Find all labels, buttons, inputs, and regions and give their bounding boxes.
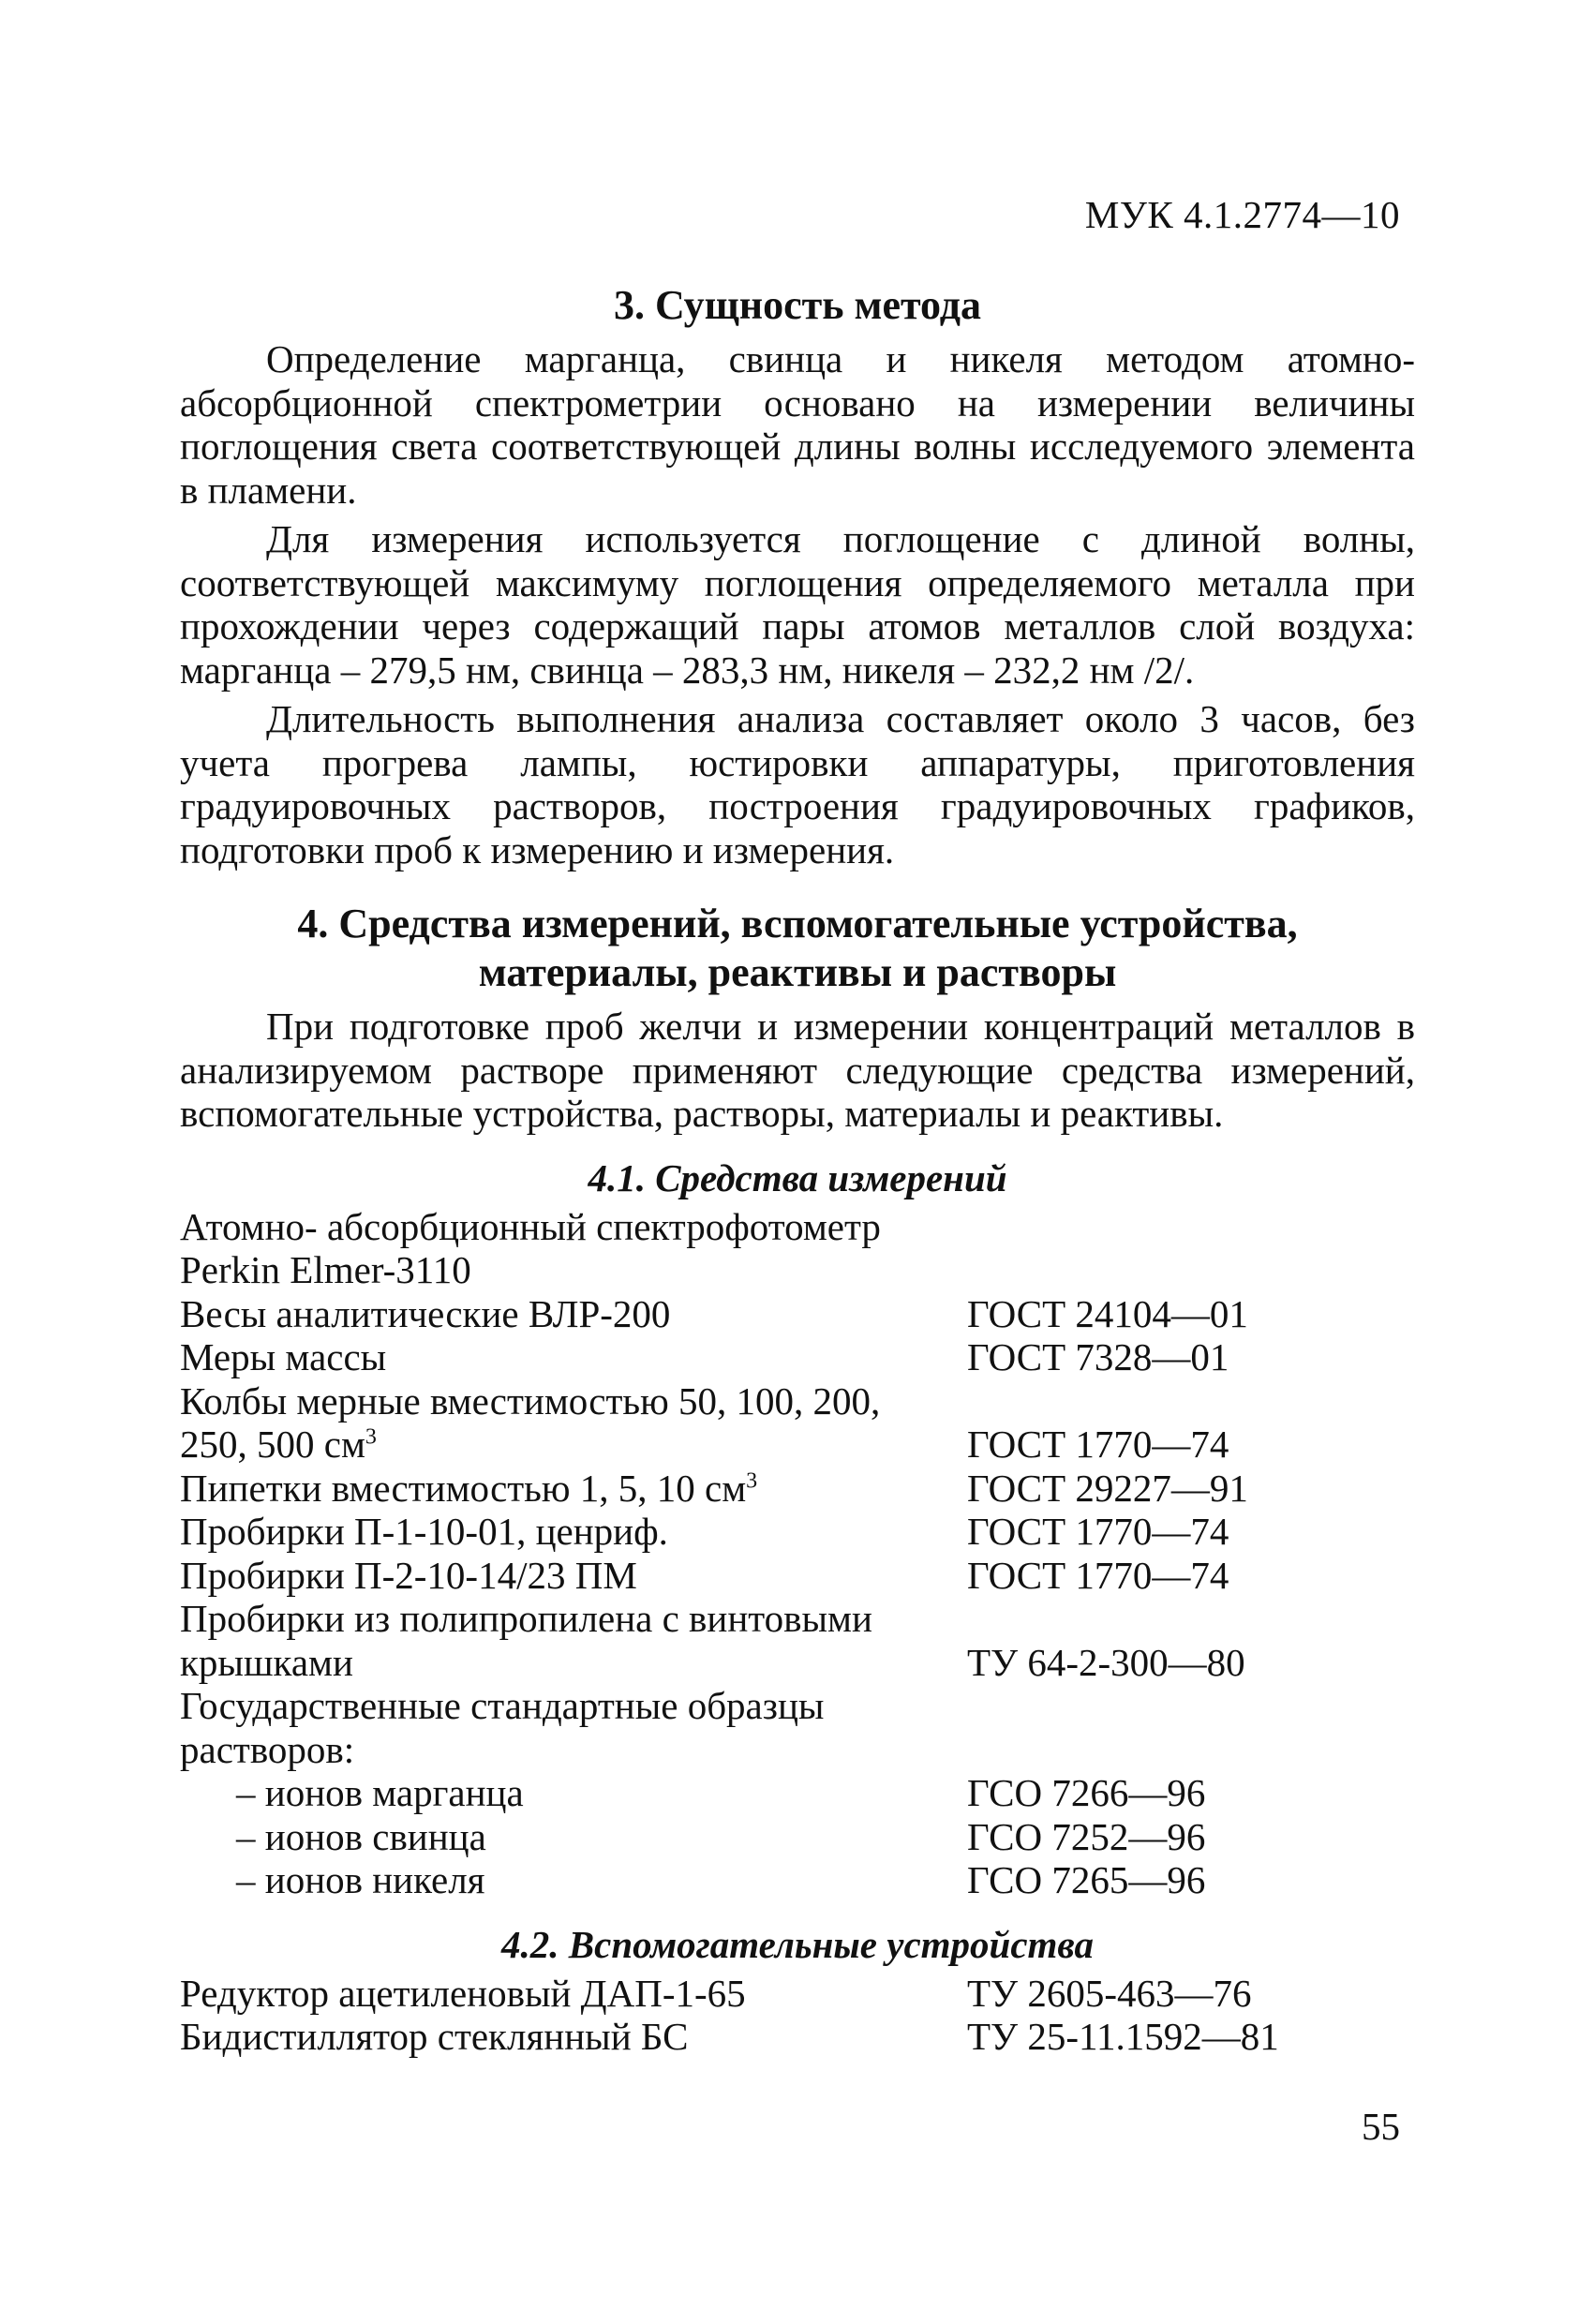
section-3-paragraph-1: Определение марганца, свинца и никеля методом атомно-абсорбционной спектрометрии основано на измерении величины поглощения света соответствующей длины волны исследуемого элемента в пламени. <box>180 337 1415 512</box>
section-3-paragraph-3: Длительность выполнения анализа составляет около 3 часов, без учета прогрева лампы, юстировки аппаратуры, приготовления градуировочных растворов, построения градуировочных графиков, подготовки проб к измерению и измерения. <box>180 697 1415 872</box>
section-3-title: 3. Сущность метода <box>613 282 982 328</box>
list-item <box>180 1554 1415 1598</box>
item-name-text: крышками <box>180 1640 353 1684</box>
list-item <box>180 1205 1415 1249</box>
item-name <box>180 1423 967 1467</box>
item-name <box>180 1205 967 1249</box>
list-item <box>180 1248 1415 1292</box>
item-standard: ГОСТ 1770—74 <box>967 1423 1229 1466</box>
list-item <box>180 1597 1415 1641</box>
list-item <box>180 1641 1415 1685</box>
section-3-paragraph-2: Для измерения используется поглощение с длиной волны, соответствующей максимуму поглощения определяемого металла при прохождении через содержащий пары атомов металлов слой воздуха: марганца – 279,5 нм, свинца – 283,3 нм, никеля – 232,2 нм /2/. <box>180 517 1415 692</box>
list-item <box>180 1771 1415 1815</box>
item-name-text: – ионов свинца <box>236 1814 486 1858</box>
item-name-text: Колбы мерные вместимостью 50, 100, 200, <box>180 1378 881 1423</box>
item-name-text: Perkin Elmer-3110 <box>180 1248 471 1291</box>
item-name-text: Меры массы <box>180 1335 387 1378</box>
item-name <box>180 1597 967 1641</box>
item-name <box>180 1728 967 1772</box>
list-item <box>180 2015 1415 2059</box>
item-name <box>180 1335 967 1379</box>
section-4-title-line-2: материалы, реактивы и растворы <box>478 949 1117 995</box>
list-item <box>180 1467 1415 1511</box>
item-name-text: Весы аналитические ВЛР-200 <box>180 1291 671 1335</box>
item-standard: ТУ 64-2-300—80 <box>967 1640 1245 1684</box>
list-item <box>180 1815 1415 1859</box>
item-standard: ТУ 2605-463—76 <box>967 1971 1252 2015</box>
item-name-text: Государственные стандартные образцы <box>180 1684 825 1727</box>
item-name-text: Пробирки из полипропилена с винтовыми <box>180 1597 872 1640</box>
auxiliary-devices-list <box>180 1972 1415 2059</box>
page-content <box>180 281 1415 2059</box>
item-standard: ТУ 25-11.1592—81 <box>967 2015 1279 2058</box>
page-number: 55 <box>1362 2105 1400 2148</box>
item-standard <box>967 1379 1415 1423</box>
item-standard: ГОСТ 7328—01 <box>967 1335 1229 1378</box>
item-standard <box>967 1205 1415 1249</box>
item-standard: ГСО 7265—96 <box>967 1858 1206 1901</box>
item-name <box>180 1858 967 1902</box>
item-name <box>180 1554 967 1598</box>
item-standard <box>967 1248 1415 1292</box>
item-name-text: Бидистиллятор стеклянный БС <box>180 2015 689 2058</box>
list-item <box>180 1972 1415 2016</box>
item-name <box>180 1771 967 1815</box>
list-item <box>180 1379 1415 1423</box>
item-name <box>180 1467 967 1511</box>
item-name-text: Атомно- абсорбционный спектрофотометр <box>180 1204 881 1248</box>
item-standard: ГОСТ 1770—74 <box>967 1553 1229 1597</box>
list-item <box>180 1423 1415 1467</box>
section-4-intro: При подготовке проб желчи и измерении концентраций металлов в анализируемом растворе применяют следующие средства измерений, вспомогательные устройства, растворы, материалы и реактивы. <box>180 1005 1415 1135</box>
item-name-text: Пробирки П-1-10-01, ценриф. <box>180 1510 668 1553</box>
item-standard <box>967 1684 1415 1728</box>
list-item <box>180 1684 1415 1728</box>
item-name-text: – ионов никеля <box>236 1858 485 1901</box>
item-standard <box>967 1728 1415 1772</box>
item-name <box>180 1379 967 1423</box>
unit-superscript: 3 <box>746 1467 758 1493</box>
item-name <box>180 1815 967 1859</box>
item-standard: ГОСТ 29227—91 <box>967 1466 1248 1510</box>
item-name-text: 250, 500 см <box>180 1423 365 1466</box>
list-item <box>180 1858 1415 1902</box>
unit-superscript: 3 <box>365 1424 377 1450</box>
document-code-header: МУК 4.1.2774—10 <box>1084 193 1400 236</box>
subsection-4-1-title: 4.1. Средства измерений <box>588 1155 1007 1199</box>
item-name-text: Пипетки вместимостью 1, 5, 10 см <box>180 1466 747 1510</box>
list-item <box>180 1510 1415 1554</box>
subsection-4-2-title: 4.2. Вспомогательные устройства <box>501 1922 1094 1966</box>
item-name-text: Пробирки П-2-10-14/23 ПМ <box>180 1553 637 1597</box>
item-name <box>180 1292 967 1336</box>
section-4-title-line-1: 4. Средства измерений, вспомогательные устройства, <box>297 901 1298 946</box>
item-standard: ГОСТ 1770—74 <box>967 1510 1229 1553</box>
item-standard <box>967 1597 1415 1641</box>
item-standard: ГОСТ 24104—01 <box>967 1291 1248 1335</box>
item-name <box>180 1248 967 1292</box>
item-name <box>180 1972 967 2016</box>
item-standard: ГСО 7266—96 <box>967 1771 1206 1814</box>
item-name <box>180 1510 967 1554</box>
measuring-instruments-list <box>180 1205 1415 1902</box>
item-standard: ГСО 7252—96 <box>967 1814 1206 1858</box>
item-name <box>180 1641 967 1685</box>
section-4-title <box>180 900 1415 997</box>
item-name <box>180 1684 967 1728</box>
item-name-text: растворов: <box>180 1727 355 1771</box>
item-name-text: Редуктор ацетиленовый ДАП-1-65 <box>180 1971 746 2015</box>
item-name <box>180 2015 967 2059</box>
list-item <box>180 1728 1415 1772</box>
list-item <box>180 1292 1415 1336</box>
list-item <box>180 1335 1415 1379</box>
item-name-text: – ионов марганца <box>236 1771 524 1814</box>
